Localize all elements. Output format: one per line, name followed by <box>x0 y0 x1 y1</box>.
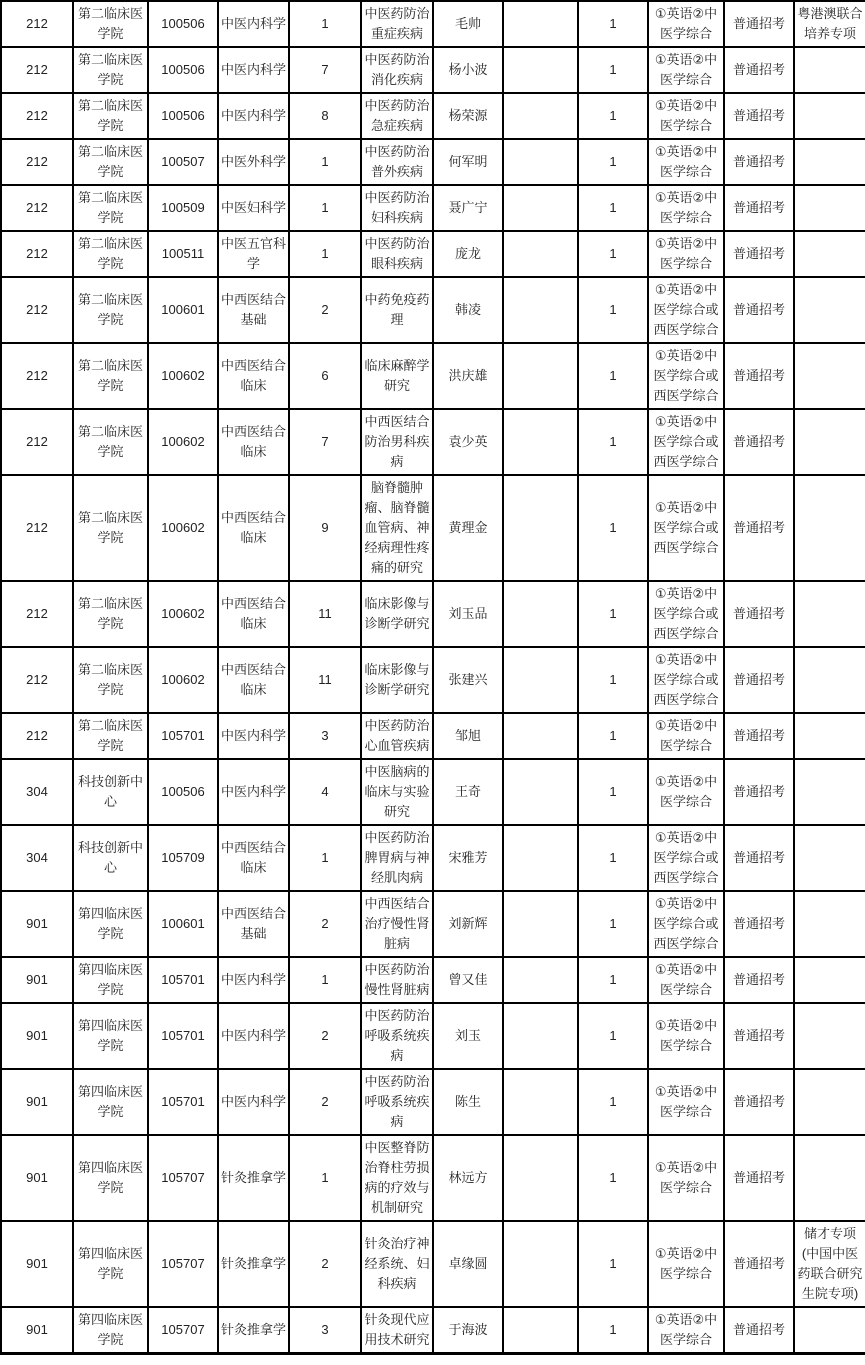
empty-cell <box>503 1135 578 1221</box>
admission-type-cell: 普通招考 <box>724 825 794 891</box>
table-row <box>1 891 865 957</box>
research-direction-cell: 中药免疫药理 <box>361 277 433 343</box>
college-name-cell: 第二临床医学院 <box>73 343 148 409</box>
direction-number-cell: 1 <box>289 1135 361 1221</box>
exam-subjects-cell: ①英语②中医学综合 <box>648 713 724 759</box>
major-name-cell: 中医五官科学 <box>218 231 289 277</box>
college-name-cell: 第二临床医学院 <box>73 185 148 231</box>
direction-number-cell: 11 <box>289 647 361 713</box>
remarks-cell <box>794 409 865 475</box>
college-name-cell: 第四临床医学院 <box>73 891 148 957</box>
college-name-cell: 第四临床医学院 <box>73 1221 148 1307</box>
supervisor-name-cell: 毛帅 <box>433 1 503 47</box>
table-row <box>1 1003 865 1069</box>
dept-code-cell: 212 <box>1 647 73 713</box>
admission-type-cell: 普通招考 <box>724 759 794 825</box>
major-code-cell: 100506 <box>148 759 218 825</box>
college-name-cell: 第二临床医学院 <box>73 1 148 47</box>
quota-cell: 1 <box>578 825 648 891</box>
dept-code-cell: 901 <box>1 1221 73 1307</box>
research-direction-cell: 中医药防治消化疾病 <box>361 47 433 93</box>
direction-number-cell: 3 <box>289 1307 361 1354</box>
college-name-cell: 科技创新中心 <box>73 759 148 825</box>
research-direction-cell: 中医脑病的临床与实验研究 <box>361 759 433 825</box>
table-row <box>1 409 865 475</box>
remarks-cell <box>794 1307 865 1354</box>
dept-code-cell: 901 <box>1 891 73 957</box>
exam-subjects-cell: ①英语②中医学综合 <box>648 139 724 185</box>
table-row <box>1 825 865 891</box>
empty-cell <box>503 891 578 957</box>
research-direction-cell: 中医药防治慢性肾脏病 <box>361 957 433 1003</box>
quota-cell: 1 <box>578 343 648 409</box>
exam-subjects-cell: ①英语②中医学综合 <box>648 1069 724 1135</box>
admission-type-cell: 普通招考 <box>724 1003 794 1069</box>
exam-subjects-cell: ①英语②中医学综合或西医学综合 <box>648 581 724 647</box>
remarks-cell <box>794 139 865 185</box>
dept-code-cell: 212 <box>1 139 73 185</box>
major-name-cell: 中西医结合临床 <box>218 475 289 581</box>
supervisor-name-cell: 于海波 <box>433 1307 503 1354</box>
remarks-cell <box>794 713 865 759</box>
empty-cell <box>503 957 578 1003</box>
direction-number-cell: 2 <box>289 1069 361 1135</box>
dept-code-cell: 304 <box>1 759 73 825</box>
exam-subjects-cell: ①英语②中医学综合或西医学综合 <box>648 647 724 713</box>
quota-cell: 1 <box>578 1307 648 1354</box>
dept-code-cell: 901 <box>1 1307 73 1354</box>
major-code-cell: 100507 <box>148 139 218 185</box>
empty-cell <box>503 1221 578 1307</box>
table-row <box>1 1 865 47</box>
major-name-cell: 中医内科学 <box>218 47 289 93</box>
major-code-cell: 100601 <box>148 277 218 343</box>
table-row <box>1 93 865 139</box>
research-direction-cell: 临床麻醉学研究 <box>361 343 433 409</box>
quota-cell: 1 <box>578 185 648 231</box>
dept-code-cell: 212 <box>1 47 73 93</box>
direction-number-cell: 7 <box>289 47 361 93</box>
direction-number-cell: 11 <box>289 581 361 647</box>
research-direction-cell: 中西医结合防治男科疾病 <box>361 409 433 475</box>
major-name-cell: 中医内科学 <box>218 1 289 47</box>
direction-number-cell: 2 <box>289 1221 361 1307</box>
table-body <box>1 1 865 1354</box>
college-name-cell: 第四临床医学院 <box>73 1135 148 1221</box>
major-code-cell: 100509 <box>148 185 218 231</box>
quota-cell: 1 <box>578 1003 648 1069</box>
dept-code-cell: 212 <box>1 277 73 343</box>
research-direction-cell: 临床影像与诊断学研究 <box>361 647 433 713</box>
remarks-cell <box>794 957 865 1003</box>
empty-cell <box>503 185 578 231</box>
major-name-cell: 中医内科学 <box>218 713 289 759</box>
empty-cell <box>503 759 578 825</box>
exam-subjects-cell: ①英语②中医学综合或西医学综合 <box>648 825 724 891</box>
direction-number-cell: 8 <box>289 93 361 139</box>
admission-type-cell: 普通招考 <box>724 581 794 647</box>
college-name-cell: 第二临床医学院 <box>73 647 148 713</box>
admission-type-cell: 普通招考 <box>724 957 794 1003</box>
major-code-cell: 105701 <box>148 957 218 1003</box>
major-code-cell: 100601 <box>148 891 218 957</box>
quota-cell: 1 <box>578 1069 648 1135</box>
admission-type-cell: 普通招考 <box>724 1221 794 1307</box>
college-name-cell: 第二临床医学院 <box>73 139 148 185</box>
major-code-cell: 100506 <box>148 1 218 47</box>
direction-number-cell: 1 <box>289 957 361 1003</box>
direction-number-cell: 3 <box>289 713 361 759</box>
exam-subjects-cell: ①英语②中医学综合 <box>648 231 724 277</box>
table-row <box>1 759 865 825</box>
exam-subjects-cell: ①英语②中医学综合 <box>648 185 724 231</box>
research-direction-cell: 中医药防治急症疾病 <box>361 93 433 139</box>
major-code-cell: 100602 <box>148 647 218 713</box>
dept-code-cell: 304 <box>1 825 73 891</box>
remarks-cell <box>794 891 865 957</box>
college-name-cell: 第二临床医学院 <box>73 231 148 277</box>
major-name-cell: 中西医结合临床 <box>218 825 289 891</box>
major-code-cell: 105709 <box>148 825 218 891</box>
major-name-cell: 中西医结合临床 <box>218 343 289 409</box>
empty-cell <box>503 581 578 647</box>
quota-cell: 1 <box>578 277 648 343</box>
remarks-cell <box>794 1135 865 1221</box>
research-direction-cell: 针灸现代应用技术研究 <box>361 1307 433 1354</box>
college-name-cell: 第四临床医学院 <box>73 1003 148 1069</box>
college-name-cell: 第二临床医学院 <box>73 475 148 581</box>
table-row <box>1 957 865 1003</box>
major-name-cell: 中西医结合临床 <box>218 647 289 713</box>
table-row <box>1 647 865 713</box>
remarks-cell: 储才专项(中国中医药联合研究生院专项) <box>794 1221 865 1307</box>
exam-subjects-cell: ①英语②中医学综合 <box>648 93 724 139</box>
major-code-cell: 100602 <box>148 343 218 409</box>
empty-cell <box>503 409 578 475</box>
college-name-cell: 第二临床医学院 <box>73 277 148 343</box>
supervisor-name-cell: 杨荣源 <box>433 93 503 139</box>
major-name-cell: 针灸推拿学 <box>218 1221 289 1307</box>
admission-type-cell: 普通招考 <box>724 713 794 759</box>
admission-type-cell: 普通招考 <box>724 47 794 93</box>
empty-cell <box>503 93 578 139</box>
major-name-cell: 中西医结合基础 <box>218 277 289 343</box>
quota-cell: 1 <box>578 475 648 581</box>
college-name-cell: 第四临床医学院 <box>73 1069 148 1135</box>
empty-cell <box>503 1 578 47</box>
dept-code-cell: 212 <box>1 1 73 47</box>
major-code-cell: 105701 <box>148 1069 218 1135</box>
major-code-cell: 100506 <box>148 47 218 93</box>
table-row <box>1 139 865 185</box>
supervisor-name-cell: 聂广宁 <box>433 185 503 231</box>
dept-code-cell: 901 <box>1 1069 73 1135</box>
empty-cell <box>503 47 578 93</box>
research-direction-cell: 中医药防治眼科疾病 <box>361 231 433 277</box>
quota-cell: 1 <box>578 713 648 759</box>
dept-code-cell: 901 <box>1 1135 73 1221</box>
table-row <box>1 1069 865 1135</box>
direction-number-cell: 4 <box>289 759 361 825</box>
admission-type-cell: 普通招考 <box>724 1069 794 1135</box>
exam-subjects-cell: ①英语②中医学综合 <box>648 759 724 825</box>
major-name-cell: 中西医结合临床 <box>218 409 289 475</box>
quota-cell: 1 <box>578 759 648 825</box>
major-code-cell: 105701 <box>148 1003 218 1069</box>
major-code-cell: 105707 <box>148 1221 218 1307</box>
supervisor-name-cell: 林远方 <box>433 1135 503 1221</box>
dept-code-cell: 212 <box>1 713 73 759</box>
college-name-cell: 第二临床医学院 <box>73 581 148 647</box>
exam-subjects-cell: ①英语②中医学综合 <box>648 47 724 93</box>
exam-subjects-cell: ①英语②中医学综合或西医学综合 <box>648 475 724 581</box>
quota-cell: 1 <box>578 647 648 713</box>
dept-code-cell: 212 <box>1 409 73 475</box>
empty-cell <box>503 139 578 185</box>
supervisor-name-cell: 张建兴 <box>433 647 503 713</box>
table-row <box>1 231 865 277</box>
admission-type-cell: 普通招考 <box>724 475 794 581</box>
major-name-cell: 中医内科学 <box>218 1003 289 1069</box>
supervisor-name-cell: 刘玉品 <box>433 581 503 647</box>
admission-type-cell: 普通招考 <box>724 185 794 231</box>
exam-subjects-cell: ①英语②中医学综合 <box>648 1307 724 1354</box>
remarks-cell <box>794 231 865 277</box>
major-code-cell: 105707 <box>148 1135 218 1221</box>
exam-subjects-cell: ①英语②中医学综合或西医学综合 <box>648 343 724 409</box>
admission-type-cell: 普通招考 <box>724 93 794 139</box>
major-code-cell: 100511 <box>148 231 218 277</box>
research-direction-cell: 脑脊髓肿瘤、脑脊髓血管病、神经病理性疼痛的研究 <box>361 475 433 581</box>
dept-code-cell: 901 <box>1 957 73 1003</box>
remarks-cell <box>794 759 865 825</box>
dept-code-cell: 212 <box>1 231 73 277</box>
dept-code-cell: 212 <box>1 185 73 231</box>
remarks-cell <box>794 343 865 409</box>
empty-cell <box>503 1003 578 1069</box>
admission-type-cell: 普通招考 <box>724 647 794 713</box>
table-row <box>1 713 865 759</box>
college-name-cell: 第二临床医学院 <box>73 47 148 93</box>
dept-code-cell: 212 <box>1 475 73 581</box>
remarks-cell <box>794 93 865 139</box>
remarks-cell <box>794 825 865 891</box>
major-name-cell: 中医妇科学 <box>218 185 289 231</box>
dept-code-cell: 212 <box>1 343 73 409</box>
supervisor-name-cell: 庞龙 <box>433 231 503 277</box>
remarks-cell: 粤港澳联合培养专项 <box>794 1 865 47</box>
admission-type-cell: 普通招考 <box>724 409 794 475</box>
exam-subjects-cell: ①英语②中医学综合 <box>648 1 724 47</box>
quota-cell: 1 <box>578 957 648 1003</box>
supervisor-name-cell: 卓缘圆 <box>433 1221 503 1307</box>
remarks-cell <box>794 581 865 647</box>
table-row <box>1 1135 865 1221</box>
direction-number-cell: 1 <box>289 139 361 185</box>
quota-cell: 1 <box>578 891 648 957</box>
major-code-cell: 100602 <box>148 409 218 475</box>
supervisor-name-cell: 韩凌 <box>433 277 503 343</box>
research-direction-cell: 中医药防治呼吸系统疾病 <box>361 1003 433 1069</box>
quota-cell: 1 <box>578 409 648 475</box>
empty-cell <box>503 475 578 581</box>
supervisor-name-cell: 曾又佳 <box>433 957 503 1003</box>
supervisor-name-cell: 王奇 <box>433 759 503 825</box>
research-direction-cell: 中医药防治重症疾病 <box>361 1 433 47</box>
empty-cell <box>503 277 578 343</box>
research-direction-cell: 中医药防治心血管疾病 <box>361 713 433 759</box>
quota-cell: 1 <box>578 231 648 277</box>
research-direction-cell: 中医药防治脾胃病与神经肌肉病 <box>361 825 433 891</box>
admission-type-cell: 普通招考 <box>724 139 794 185</box>
college-name-cell: 第四临床医学院 <box>73 957 148 1003</box>
major-code-cell: 105701 <box>148 713 218 759</box>
quota-cell: 1 <box>578 1221 648 1307</box>
major-name-cell: 中医内科学 <box>218 759 289 825</box>
research-direction-cell: 临床影像与诊断学研究 <box>361 581 433 647</box>
college-name-cell: 第二临床医学院 <box>73 713 148 759</box>
direction-number-cell: 2 <box>289 277 361 343</box>
empty-cell <box>503 647 578 713</box>
major-code-cell: 100602 <box>148 581 218 647</box>
quota-cell: 1 <box>578 581 648 647</box>
direction-number-cell: 2 <box>289 891 361 957</box>
quota-cell: 1 <box>578 93 648 139</box>
major-name-cell: 针灸推拿学 <box>218 1135 289 1221</box>
exam-subjects-cell: ①英语②中医学综合 <box>648 1221 724 1307</box>
table-row <box>1 581 865 647</box>
exam-subjects-cell: ①英语②中医学综合或西医学综合 <box>648 409 724 475</box>
supervisor-name-cell: 陈生 <box>433 1069 503 1135</box>
supervisor-name-cell: 洪庆雄 <box>433 343 503 409</box>
admission-type-cell: 普通招考 <box>724 891 794 957</box>
remarks-cell <box>794 475 865 581</box>
college-name-cell: 第四临床医学院 <box>73 1307 148 1354</box>
exam-subjects-cell: ①英语②中医学综合或西医学综合 <box>648 891 724 957</box>
supervisor-name-cell: 袁少英 <box>433 409 503 475</box>
admission-type-cell: 普通招考 <box>724 277 794 343</box>
empty-cell <box>503 231 578 277</box>
quota-cell: 1 <box>578 1 648 47</box>
remarks-cell <box>794 185 865 231</box>
college-name-cell: 第二临床医学院 <box>73 93 148 139</box>
supervisor-name-cell: 邹旭 <box>433 713 503 759</box>
empty-cell <box>503 1307 578 1354</box>
major-code-cell: 100602 <box>148 475 218 581</box>
research-direction-cell: 中医药防治普外疾病 <box>361 139 433 185</box>
admission-type-cell: 普通招考 <box>724 1 794 47</box>
direction-number-cell: 2 <box>289 1003 361 1069</box>
research-direction-cell: 中医整脊防治脊柱劳损病的疗效与机制研究 <box>361 1135 433 1221</box>
direction-number-cell: 6 <box>289 343 361 409</box>
exam-subjects-cell: ①英语②中医学综合 <box>648 957 724 1003</box>
supervisor-name-cell: 宋雅芳 <box>433 825 503 891</box>
quota-cell: 1 <box>578 139 648 185</box>
empty-cell <box>503 825 578 891</box>
supervisor-name-cell: 刘玉 <box>433 1003 503 1069</box>
supervisor-name-cell: 刘新辉 <box>433 891 503 957</box>
quota-cell: 1 <box>578 1135 648 1221</box>
major-name-cell: 中医内科学 <box>218 1069 289 1135</box>
empty-cell <box>503 1069 578 1135</box>
remarks-cell <box>794 47 865 93</box>
major-name-cell: 中西医结合基础 <box>218 891 289 957</box>
admission-type-cell: 普通招考 <box>724 1307 794 1354</box>
table-row <box>1 47 865 93</box>
table-row <box>1 1221 865 1307</box>
exam-subjects-cell: ①英语②中医学综合 <box>648 1003 724 1069</box>
admission-type-cell: 普通招考 <box>724 343 794 409</box>
direction-number-cell: 9 <box>289 475 361 581</box>
direction-number-cell: 1 <box>289 1 361 47</box>
remarks-cell <box>794 277 865 343</box>
admission-type-cell: 普通招考 <box>724 1135 794 1221</box>
direction-number-cell: 1 <box>289 825 361 891</box>
direction-number-cell: 1 <box>289 231 361 277</box>
major-name-cell: 中医内科学 <box>218 93 289 139</box>
major-name-cell: 针灸推拿学 <box>218 1307 289 1354</box>
major-name-cell: 中医外科学 <box>218 139 289 185</box>
empty-cell <box>503 343 578 409</box>
dept-code-cell: 212 <box>1 93 73 139</box>
exam-subjects-cell: ①英语②中医学综合或西医学综合 <box>648 277 724 343</box>
supervisor-name-cell: 杨小波 <box>433 47 503 93</box>
remarks-cell <box>794 647 865 713</box>
research-direction-cell: 中医药防治呼吸系统疾病 <box>361 1069 433 1135</box>
direction-number-cell: 1 <box>289 185 361 231</box>
dept-code-cell: 212 <box>1 581 73 647</box>
dept-code-cell: 901 <box>1 1003 73 1069</box>
remarks-cell <box>794 1003 865 1069</box>
major-name-cell: 中西医结合临床 <box>218 581 289 647</box>
major-name-cell: 中医内科学 <box>218 957 289 1003</box>
table-row <box>1 185 865 231</box>
research-direction-cell: 针灸治疗神经系统、妇科疾病 <box>361 1221 433 1307</box>
table-row <box>1 1307 865 1354</box>
supervisor-name-cell: 黄理金 <box>433 475 503 581</box>
table-row <box>1 277 865 343</box>
table-row <box>1 343 865 409</box>
supervisor-name-cell: 何军明 <box>433 139 503 185</box>
major-code-cell: 100506 <box>148 93 218 139</box>
college-name-cell: 科技创新中心 <box>73 825 148 891</box>
research-direction-cell: 中医药防治妇科疾病 <box>361 185 433 231</box>
quota-cell: 1 <box>578 47 648 93</box>
major-code-cell: 105707 <box>148 1307 218 1354</box>
direction-number-cell: 7 <box>289 409 361 475</box>
empty-cell <box>503 713 578 759</box>
college-name-cell: 第二临床医学院 <box>73 409 148 475</box>
exam-subjects-cell: ①英语②中医学综合 <box>648 1135 724 1221</box>
remarks-cell <box>794 1069 865 1135</box>
admission-type-cell: 普通招考 <box>724 231 794 277</box>
research-direction-cell: 中西医结合治疗慢性肾脏病 <box>361 891 433 957</box>
table-row <box>1 475 865 581</box>
